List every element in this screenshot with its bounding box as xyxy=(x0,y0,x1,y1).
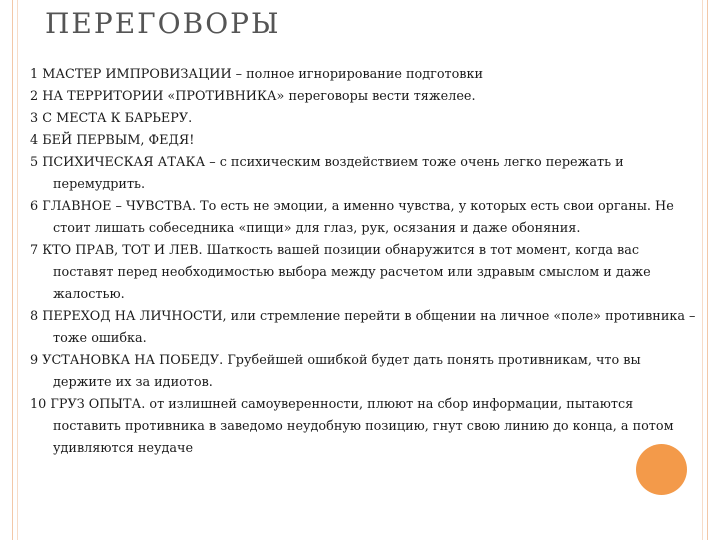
list-item xyxy=(30,130,696,152)
item-heading: НА ТЕРРИТОРИИ «ПРОТИВНИКА» xyxy=(42,89,285,104)
list-item xyxy=(30,240,696,306)
item-heading: ПЕРЕХОД НА ЛИЧНОСТИ xyxy=(42,309,223,324)
item-text: – полное игнорирование подготовки xyxy=(231,67,484,82)
list-item xyxy=(30,64,696,86)
item-number: 3 xyxy=(30,111,39,126)
item-number: 4 xyxy=(30,133,39,148)
item-number: 7 xyxy=(30,243,39,258)
item-number: 8 xyxy=(30,309,39,324)
item-text: Шаткость вашей позиции обнаружится в тот момент, когда вас поставят перед необходимостью выбора между расчетом или здравым смыслом и даже жалостью. xyxy=(53,243,651,302)
slide-title: ПЕРЕГОВОРЫ xyxy=(45,7,281,40)
item-text: То есть не эмоции, а именно чувства, у которых есть свои органы. Не стоит лишать собеседника «пищи» для глаз, рук, осязания и даже обоняния. xyxy=(53,199,674,236)
item-heading: ГРУЗ ОПЫТА. xyxy=(50,397,146,412)
list-item xyxy=(30,152,696,196)
item-text: – с психическим воздействием тоже очень легко пережать и перемудрить. xyxy=(53,155,624,192)
decorative-circle xyxy=(636,444,687,495)
list-item xyxy=(30,306,696,350)
item-number: 5 xyxy=(30,155,39,170)
item-text: от излишней самоуверенности, плюют на сбор информации, пытаются поставить противника в заведомо неудобную позицию, гнут свою линию до конца, а потом удивляются неудаче xyxy=(53,397,674,456)
item-number: 1 xyxy=(30,67,39,82)
item-number: 6 xyxy=(30,199,39,214)
slide-content xyxy=(30,64,696,460)
list-item xyxy=(30,86,696,108)
list-item xyxy=(30,108,696,130)
item-heading: МАСТЕР ИМПРОВИЗАЦИИ xyxy=(42,67,232,82)
item-number: 10 xyxy=(30,397,47,412)
item-heading: ГЛАВНОЕ – ЧУВСТВА. xyxy=(42,199,197,214)
item-heading: КТО ПРАВ, ТОТ И ЛЕВ. xyxy=(42,243,203,258)
list-item xyxy=(30,196,696,240)
item-number: 9 xyxy=(30,353,39,368)
item-text: Грубейшей ошибкой будет дать понять противникам, что вы держите их за идиотов. xyxy=(53,353,641,390)
item-heading: ПСИХИЧЕСКАЯ АТАКА xyxy=(42,155,206,170)
item-heading: УСТАНОВКА НА ПОБЕДУ. xyxy=(42,353,224,368)
item-text: переговоры вести тяжелее. xyxy=(284,89,476,104)
list-item xyxy=(30,350,696,394)
item-number: 2 xyxy=(30,89,39,104)
item-heading: С МЕСТА К БАРЬЕРУ. xyxy=(42,111,193,126)
item-heading: БЕЙ ПЕРВЫМ, ФЕДЯ! xyxy=(42,133,195,148)
list-item xyxy=(30,394,696,460)
item-text: , или стремление перейти в общении на личное «поле» противника – тоже ошибка. xyxy=(53,309,696,346)
